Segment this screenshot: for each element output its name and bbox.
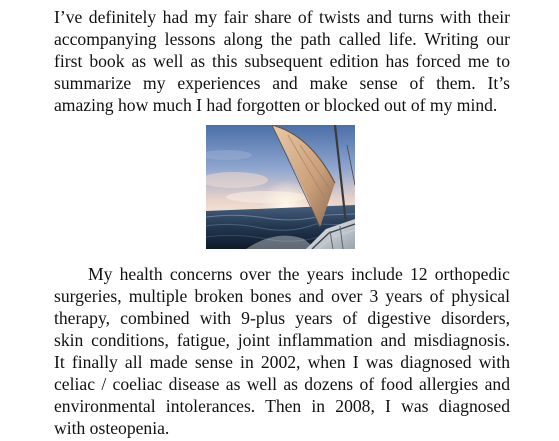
paragraph-2 (54, 263, 510, 439)
paragraph-2-line: environmental intolerances. Then in 2008, I was diagnosed (54, 396, 510, 416)
paragraph-1-line: I’ve definitely had my fair share of twists and turns with their (54, 7, 510, 27)
paragraph-2-line: therapy, combined with 9-plus years of digestive disorders, (54, 308, 510, 328)
paragraph-1-line: accompanying lessons along the path called life. Writing our (54, 29, 510, 49)
paragraph-2-line: celiac / coeliac disease as well as dozens of food allergies and (54, 374, 510, 394)
sailboat-photo (206, 125, 355, 249)
paragraph-2-line: skin conditions, fatigue, joint inflammation and misdiagnosis. (54, 330, 510, 350)
paragraph-1-line: amazing how much I had forgotten or blocked out of my mind. (54, 95, 498, 115)
paragraph-2-line: surgeries, multiple broken bones and over 3 years of physical (54, 286, 510, 306)
sailboat-illustration (206, 125, 355, 249)
paragraph-1-line: summarize my experiences and make sense of them. It’s (54, 73, 510, 93)
paragraph-2-line: My health concerns over the years include 12 orthopedic (88, 264, 510, 284)
paragraph-2-line: It finally all made sense in 2002, when I was diagnosed with (54, 352, 510, 372)
paragraph-2-line: with osteopenia. (54, 418, 170, 438)
paragraph-1-line: first book as well as this subsequent edition has forced me to (54, 51, 510, 71)
paragraph-1 (54, 6, 510, 116)
